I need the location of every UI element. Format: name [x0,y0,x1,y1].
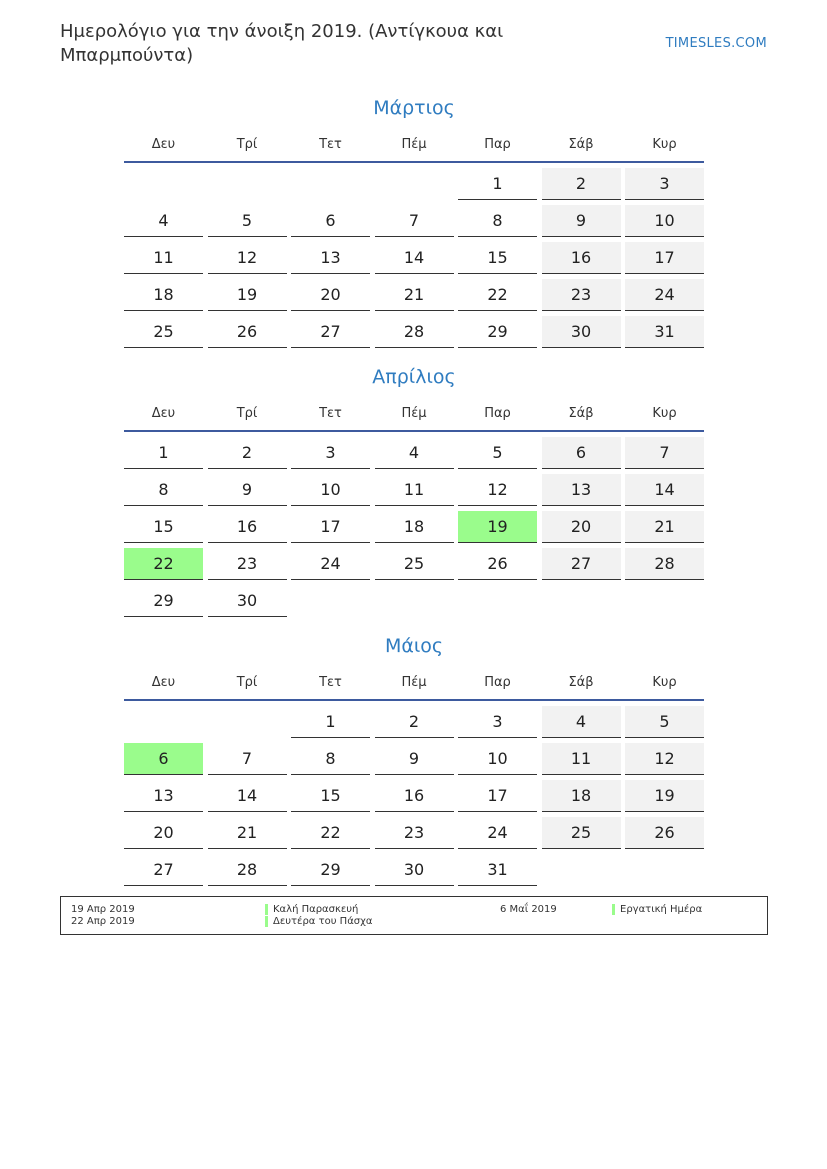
weekday-label: Δευ [151,406,176,421]
empty-cell [291,585,370,616]
day-cell: 29 [291,854,370,886]
month-grid [124,168,704,348]
day-cell: 24 [291,548,370,580]
legend-holiday-name: Εργατική Ημέρα [620,904,703,915]
day-cell: 27 [124,854,203,886]
weekday-label: Κυρ [652,137,677,152]
day-cell: 14 [208,780,287,812]
day-cell: 7 [625,437,704,469]
month-block [124,631,704,886]
day-cell: 6 [291,205,370,237]
holiday-marker [265,916,268,927]
day-cell: 26 [458,548,537,580]
weekday-header [124,667,704,701]
day-cell: 13 [542,474,621,506]
day-cell: 9 [542,205,621,237]
day-cell: 22 [124,548,203,580]
day-cell: 6 [124,743,203,775]
day-cell: 16 [375,780,454,812]
day-cell: 11 [542,743,621,775]
day-cell: 8 [291,743,370,775]
day-cell: 20 [291,279,370,311]
weekday-label: Πέμ [401,675,427,690]
month-name: Μάρτιος [373,97,455,119]
day-cell: 22 [458,279,537,311]
month-block [124,362,704,617]
weekday-label: Τετ [319,137,342,152]
empty-cell [124,168,203,199]
day-cell: 27 [291,316,370,348]
weekday-label: Πέμ [401,406,427,421]
weekday-header [124,398,704,432]
day-cell: 7 [208,743,287,775]
day-cell: 1 [291,706,370,738]
day-cell: 18 [124,279,203,311]
day-cell: 17 [625,242,704,274]
day-cell: 23 [375,817,454,849]
day-cell: 7 [375,205,454,237]
page-title: Ημερολόγιο για την άνοιξη 2019. (Αντίγκουα και Μπαρμπούντα) [60,21,504,66]
day-cell: 17 [458,780,537,812]
weekday-header [124,129,704,163]
legend-date: 19 Απρ 2019 [71,904,135,915]
day-cell: 9 [375,743,454,775]
day-cell: 2 [208,437,287,469]
day-cell: 1 [458,168,537,200]
day-cell: 19 [208,279,287,311]
day-cell: 14 [375,242,454,274]
weekday-label: Σάβ [568,406,594,421]
day-cell: 5 [208,205,287,237]
holiday-marker [265,904,268,915]
day-cell: 18 [375,511,454,543]
day-cell: 11 [124,242,203,274]
weekday-label: Σάβ [568,137,594,152]
day-cell: 2 [542,168,621,200]
day-cell: 21 [625,511,704,543]
day-cell: 2 [375,706,454,738]
day-cell: 4 [124,205,203,237]
day-cell: 15 [124,511,203,543]
day-cell: 25 [375,548,454,580]
legend-date: 6 Μαΐ 2019 [500,904,557,915]
day-cell: 20 [124,817,203,849]
month-grid [124,706,704,886]
weekday-label: Παρ [484,406,511,421]
legend-holiday-name: Δευτέρα του Πάσχα [273,916,373,927]
day-cell: 19 [625,780,704,812]
day-cell: 21 [375,279,454,311]
weekday-label: Σάβ [568,675,594,690]
weekday-label: Τρί [236,675,258,690]
month-name: Μάιος [384,635,444,657]
day-cell: 16 [208,511,287,543]
day-cell: 11 [375,474,454,506]
empty-cell [375,168,454,199]
day-cell: 13 [124,780,203,812]
day-cell: 13 [291,242,370,274]
day-cell: 16 [542,242,621,274]
day-cell: 3 [458,706,537,738]
weekday-label: Τετ [319,406,342,421]
day-cell: 30 [542,316,621,348]
day-cell: 25 [542,817,621,849]
month-grid [124,437,704,617]
day-cell: 12 [458,474,537,506]
day-cell: 30 [208,585,287,617]
day-cell: 28 [208,854,287,886]
empty-cell [458,585,537,616]
holiday-marker [612,904,615,915]
day-cell: 6 [542,437,621,469]
month-name: Απρίλιος [372,366,456,388]
day-cell: 19 [458,511,537,543]
brand-link[interactable]: TIMESLES.COM [665,36,767,51]
day-cell: 31 [458,854,537,886]
weekday-label: Κυρ [652,406,677,421]
empty-cell [625,854,704,885]
day-cell: 25 [124,316,203,348]
day-cell: 10 [458,743,537,775]
day-cell: 5 [458,437,537,469]
day-cell: 12 [208,242,287,274]
empty-cell [625,585,704,616]
weekday-label: Παρ [484,137,511,152]
day-cell: 17 [291,511,370,543]
empty-cell [291,168,370,199]
legend-holiday-name: Καλή Παρασκευή [273,904,359,915]
day-cell: 15 [291,780,370,812]
empty-cell [375,585,454,616]
weekday-label: Κυρ [652,675,677,690]
day-cell: 26 [208,316,287,348]
day-cell: 3 [291,437,370,469]
day-cell: 4 [375,437,454,469]
day-cell: 10 [291,474,370,506]
day-cell: 8 [458,205,537,237]
empty-cell [124,706,203,737]
day-cell: 10 [625,205,704,237]
day-cell: 22 [291,817,370,849]
day-cell: 24 [458,817,537,849]
holiday-legend [60,896,768,935]
day-cell: 26 [625,817,704,849]
day-cell: 3 [625,168,704,200]
day-cell: 8 [124,474,203,506]
empty-cell [542,854,621,885]
day-cell: 1 [124,437,203,469]
weekday-label: Τρί [236,137,258,152]
weekday-label: Δευ [151,675,176,690]
day-cell: 12 [625,743,704,775]
day-cell: 15 [458,242,537,274]
day-cell: 29 [458,316,537,348]
day-cell: 29 [124,585,203,617]
day-cell: 23 [208,548,287,580]
day-cell: 18 [542,780,621,812]
weekday-label: Παρ [484,675,511,690]
empty-cell [208,706,287,737]
weekday-label: Πέμ [401,137,427,152]
empty-cell [208,168,287,199]
day-cell: 20 [542,511,621,543]
day-cell: 28 [625,548,704,580]
day-cell: 30 [375,854,454,886]
weekday-label: Τρί [236,406,258,421]
month-block [124,93,704,348]
day-cell: 5 [625,706,704,738]
day-cell: 21 [208,817,287,849]
day-cell: 9 [208,474,287,506]
legend-date: 22 Απρ 2019 [71,916,135,927]
day-cell: 23 [542,279,621,311]
day-cell: 14 [625,474,704,506]
weekday-label: Δευ [151,137,176,152]
day-cell: 4 [542,706,621,738]
day-cell: 28 [375,316,454,348]
day-cell: 31 [625,316,704,348]
weekday-label: Τετ [319,675,342,690]
day-cell: 24 [625,279,704,311]
day-cell: 27 [542,548,621,580]
empty-cell [542,585,621,616]
